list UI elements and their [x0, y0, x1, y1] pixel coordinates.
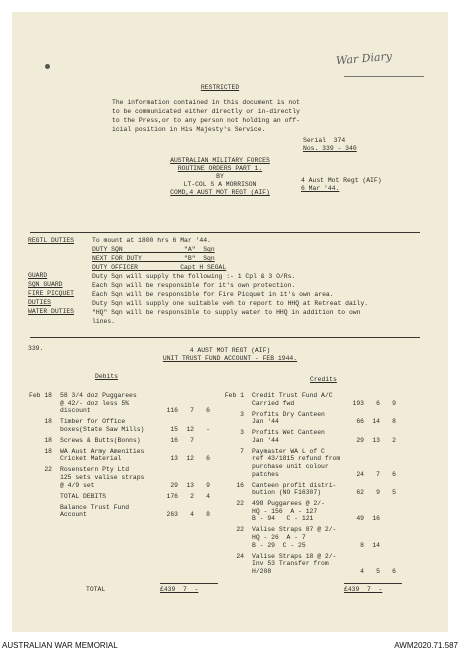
heading-line: AUSTRALIAN MILITARY FORCES: [170, 157, 270, 164]
duties-left-item: FIRE PICQUET: [28, 290, 75, 297]
debit-amount-shillings: 7: [190, 436, 194, 444]
debit-amount-pounds: 263: [166, 511, 178, 519]
debit-description: Cricket Material: [60, 455, 122, 463]
debit-date: 18: [44, 436, 52, 444]
duties-line: Duty Sqn will supply the following :- 1 Cpl & 3 O/Rs.: [92, 273, 296, 280]
credit-description: purchase unit colour: [252, 463, 329, 470]
debit-amount-pence: 6: [206, 455, 210, 463]
duties-line: DUTY OFFICER Capt H SEGAL: [92, 264, 227, 271]
debit-amount-shillings: 2: [190, 492, 194, 500]
debit-description: @ 4/9 set: [60, 481, 95, 489]
credit-description: B - 29 C - 25: [252, 541, 306, 549]
credit-description: H/208: [252, 567, 272, 575]
duties-line: To mount at 1800 hrs 6 Mar '44.: [92, 237, 211, 244]
duties-left-item: WATER DUTIES: [28, 308, 75, 315]
debit-amount-pounds: 13: [170, 455, 178, 463]
debit-description: boxes(State Saw Mills): [60, 425, 145, 433]
credit-description: ref 43/1815 refund from: [252, 455, 341, 463]
heading-line: COMD,4 AUST MOT REGT (AIF): [170, 189, 270, 196]
restricted-heading: RESTRICTED: [200, 84, 240, 91]
credit-description: Valise Straps 87 @ 2/-: [252, 526, 337, 534]
total-label: TOTAL: [86, 586, 106, 593]
duties-line: lines.: [92, 318, 116, 325]
debit-amount-shillings: 12: [186, 425, 194, 433]
notice-line: to the Press,or to any person not holding an off-: [112, 117, 300, 124]
credit-date: Feb 1: [224, 392, 244, 399]
handwritten-annotation: War Diary: [335, 49, 393, 68]
debit-amount-pounds: 29: [170, 481, 178, 489]
credit-description: Carried fwd: [252, 399, 295, 407]
order-date: 6 Mar '44.: [301, 185, 340, 192]
credit-description: Inv 53 Transfer from: [252, 560, 329, 568]
debit-description: Balance Trust Fund: [60, 503, 130, 511]
section-divider: [30, 232, 420, 233]
credit-description: Jan '44: [252, 418, 279, 426]
duties-line: Each Sqn will be responsible for it's own protection.: [92, 282, 296, 289]
credit-description: Valise Straps 18 @ 2/-: [252, 552, 337, 560]
debit-amount-pence: 6: [206, 407, 210, 415]
debit-description: Rosenstern Pty Ltd: [60, 466, 130, 474]
debit-date: Feb 18: [28, 392, 52, 399]
duties-line: NEXT FOR DUTY "B" Sqn: [92, 255, 215, 262]
credit-amount-shillings: 9: [376, 489, 380, 497]
credit-amount-pounds: 29: [356, 436, 364, 444]
debit-amount-shillings: 13: [186, 481, 194, 489]
notice-line: to be communicated either directly or in-directly: [112, 108, 300, 115]
debit-description: Screws & Butts(Bonns): [60, 436, 141, 444]
debit-date: 22: [44, 466, 52, 474]
credit-date: 22: [236, 500, 244, 508]
duties-label: REGTL DUTIES: [28, 237, 75, 244]
credit-amount-pence: 6: [392, 470, 396, 478]
debit-amount-pence: 9: [206, 481, 210, 489]
debit-description: 125 sets valise straps: [60, 474, 145, 481]
credit-description: Canteen profit distri-: [252, 481, 337, 489]
duties-left-item: DUTIES: [28, 299, 52, 306]
duties-line: "HQ" Sqn will be responsible to supply water to HHQ in addition to own: [92, 309, 361, 316]
credit-amount-pounds: 62: [356, 489, 364, 497]
debit-date: 18: [44, 447, 52, 455]
credit-amount-pounds: 193: [352, 399, 364, 407]
debit-description: WA Aust Army Amenities: [60, 447, 145, 455]
duties-left-item: GUARD: [28, 272, 48, 279]
credit-date: 22: [236, 526, 244, 534]
total-rule: [344, 583, 402, 584]
debit-date: 18: [44, 418, 52, 426]
credit-amount-shillings: 13: [372, 436, 380, 444]
debit-amount-shillings: 7: [190, 407, 194, 415]
fund-title: 4 AUST MOT REGT (AIF): [189, 347, 271, 354]
total-debit: £439 7 -: [160, 586, 199, 593]
notice-line: The information contained in this document is not: [112, 99, 300, 106]
handwritten-underline: [344, 76, 424, 77]
credit-description: Paymaster WA L of C: [252, 447, 325, 455]
debit-amount-pounds: 176: [166, 492, 178, 500]
credit-amount-pounds: 24: [356, 470, 364, 478]
credit-amount-shillings: 14: [372, 541, 380, 549]
credit-amount-pence: 2: [392, 436, 396, 444]
debit-description: TOTAL DEBITS: [60, 492, 107, 500]
credit-date: 16: [236, 481, 244, 489]
debit-description: Timber for Office: [60, 418, 126, 426]
order-number: 339.: [28, 345, 44, 352]
heading-line: LT-COL S A MORRISON: [183, 181, 257, 188]
credit-date: 3: [240, 410, 244, 418]
notice-line: icial position in His Majesty's Service.: [112, 126, 266, 133]
credit-amount-shillings: 5: [376, 567, 380, 575]
debit-amount-shillings: 4: [190, 511, 194, 519]
section-divider: [30, 337, 420, 338]
serial-number: Serial 374: [303, 137, 346, 144]
debit-amount-pence: 8: [206, 511, 210, 519]
punch-hole: [45, 64, 50, 69]
credit-description: HQ - 26 A - 7: [252, 534, 306, 541]
debit-amount-pounds: 116: [166, 407, 178, 415]
debit-description: discount: [60, 407, 91, 415]
credit-description: patches: [252, 470, 279, 478]
archive-footer: [0, 640, 460, 653]
credit-amount-pounds: 49: [356, 515, 364, 523]
credit-description: bution (NO F16307): [252, 489, 322, 497]
heading-line: ROUTINE ORDERS PART 1.: [177, 165, 263, 172]
debit-amount-shillings: 12: [186, 455, 194, 463]
total-rule: [160, 583, 218, 584]
debits-header: Debits: [95, 373, 119, 380]
debit-amount-pence: 4: [206, 492, 210, 500]
debit-amount-pence: -: [206, 425, 210, 433]
credit-amount-shillings: 7: [376, 470, 380, 478]
duties-left-item: SQN GUARD: [28, 281, 63, 288]
credit-date: 24: [236, 552, 244, 560]
duties-line: DUTY SQN "A" Sqn: [92, 246, 215, 253]
unit-name: 4 Aust Mot Regt (AIF): [301, 177, 382, 184]
credit-description: HQ - 156 A - 127: [252, 507, 318, 515]
duties-line: Duty Sqn will supply one suitable veh to report to HHQ at Retreat daily.: [92, 300, 369, 307]
credit-description: Profits Wet Canteen: [252, 429, 325, 437]
debit-amount-pounds: 16: [170, 436, 178, 444]
credit-amount-shillings: 16: [372, 515, 380, 523]
credit-amount-pence: 9: [392, 399, 396, 407]
credit-amount-shillings: 14: [372, 418, 380, 426]
credit-date: 3: [240, 429, 244, 437]
credit-amount-pence: 5: [392, 489, 396, 497]
credit-amount-pounds: 66: [356, 418, 364, 426]
order-numbers: Nos. 339 - 340: [303, 145, 357, 152]
duties-line: Each Sqn will be responsible for Fire Picquet in it's own area.: [92, 291, 334, 298]
credit-description: B - 94 C - 121: [252, 515, 314, 523]
credit-description: Jan '44: [252, 436, 279, 444]
credits-header: Credits: [310, 376, 337, 383]
debit-amount-pounds: 15: [170, 425, 178, 433]
credit-description: Profits Dry Canteen: [252, 410, 325, 418]
credit-amount-pence: 8: [392, 418, 396, 426]
total-credit: £439 7 -: [344, 586, 383, 593]
heading-line: BY: [216, 173, 224, 180]
credit-date: 7: [240, 447, 244, 455]
credit-description: Credit Trust Fund A/C: [252, 392, 333, 399]
debit-description: @ 42/- doz less 5%: [60, 399, 130, 407]
credit-amount-shillings: 6: [376, 399, 380, 407]
fund-title: UNIT TRUST FUND ACCOUNT - FEB 1944.: [162, 355, 298, 362]
credit-amount-pence: 6: [392, 567, 396, 575]
credit-description: 498 Puggarees @ 2/-: [252, 500, 325, 508]
credit-amount-pounds: 4: [360, 567, 364, 575]
debit-description: Account: [60, 511, 87, 519]
archive-name: AUSTRALIAN WAR MEMORIAL: [2, 641, 118, 650]
debit-description: 58 3/4 doz Puggarees: [60, 392, 137, 399]
credit-amount-pounds: 8: [360, 541, 364, 549]
archive-reference: AWM2020.71.587: [394, 641, 458, 650]
